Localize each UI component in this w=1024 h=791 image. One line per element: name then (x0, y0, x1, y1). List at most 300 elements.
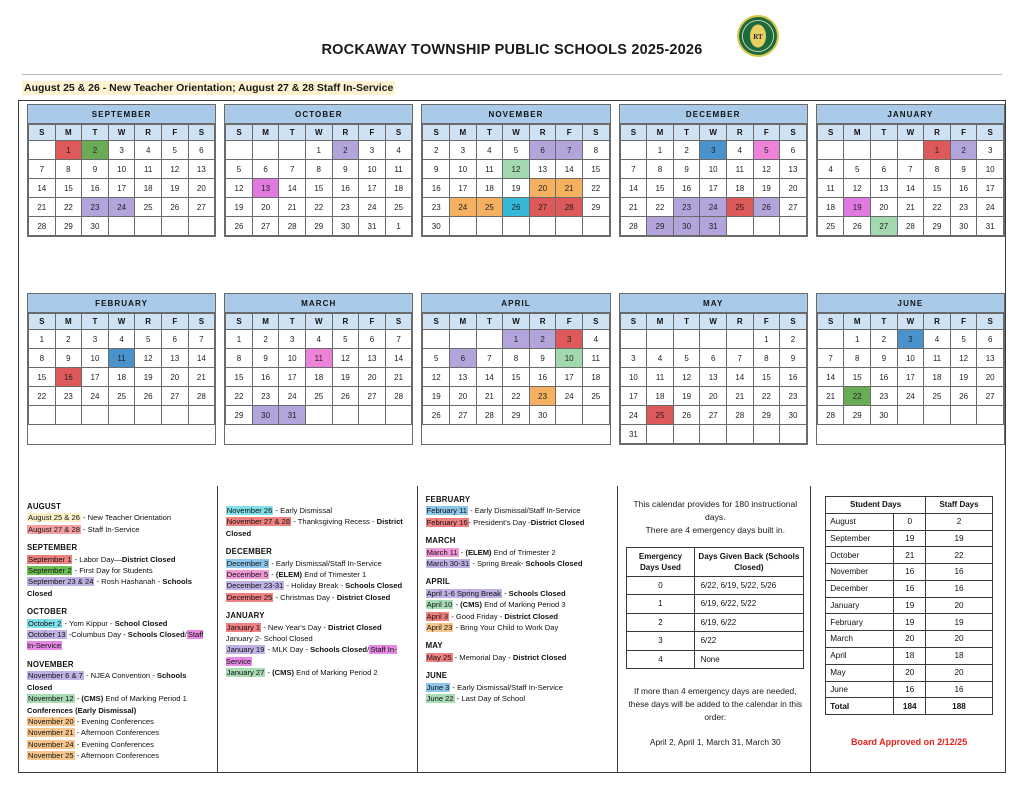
day-cell[interactable]: 18 (476, 179, 503, 198)
day-cell[interactable]: 27 (188, 198, 215, 217)
day-cell[interactable]: 8 (753, 349, 780, 368)
day-cell[interactable]: 23 (423, 198, 450, 217)
day-cell[interactable]: 24 (556, 387, 583, 406)
day-cell[interactable]: 30 (780, 406, 807, 425)
day-cell[interactable]: 21 (817, 387, 844, 406)
day-cell[interactable]: 28 (817, 406, 844, 425)
day-cell[interactable]: 4 (817, 160, 844, 179)
day-cell[interactable]: 26 (753, 198, 780, 217)
day-cell[interactable]: 14 (897, 179, 924, 198)
day-cell[interactable]: 14 (620, 179, 647, 198)
day-cell[interactable]: 10 (556, 349, 583, 368)
day-cell[interactable]: 17 (359, 179, 386, 198)
day-cell[interactable]: 23 (252, 387, 279, 406)
day-cell[interactable]: 16 (673, 179, 700, 198)
day-cell[interactable]: 3 (279, 330, 306, 349)
day-cell[interactable]: 27 (529, 198, 556, 217)
day-cell[interactable]: 8 (305, 160, 332, 179)
day-cell[interactable]: 28 (29, 217, 56, 236)
day-cell[interactable]: 3 (82, 330, 109, 349)
day-cell[interactable]: 28 (279, 217, 306, 236)
day-cell[interactable]: 8 (844, 349, 871, 368)
day-cell[interactable]: 12 (950, 349, 977, 368)
day-cell[interactable]: 10 (897, 349, 924, 368)
day-cell[interactable]: 22 (305, 198, 332, 217)
day-cell[interactable]: 2 (529, 330, 556, 349)
day-cell[interactable]: 21 (476, 387, 503, 406)
day-cell[interactable]: 19 (950, 368, 977, 387)
day-cell[interactable]: 18 (135, 179, 162, 198)
day-cell[interactable]: 18 (924, 368, 951, 387)
day-cell[interactable]: 9 (332, 160, 359, 179)
day-cell[interactable]: 8 (55, 160, 82, 179)
day-cell[interactable]: 15 (582, 160, 609, 179)
day-cell[interactable]: 4 (726, 141, 753, 160)
day-cell[interactable]: 15 (503, 368, 530, 387)
day-cell[interactable]: 30 (82, 217, 109, 236)
day-cell[interactable]: 31 (700, 217, 727, 236)
day-cell[interactable]: 1 (503, 330, 530, 349)
day-cell[interactable]: 19 (226, 198, 253, 217)
day-cell[interactable]: 5 (423, 349, 450, 368)
day-cell[interactable]: 15 (647, 179, 674, 198)
day-cell[interactable]: 14 (188, 349, 215, 368)
day-cell[interactable]: 12 (503, 160, 530, 179)
day-cell[interactable]: 15 (55, 179, 82, 198)
day-cell[interactable]: 22 (55, 198, 82, 217)
day-cell[interactable]: 4 (385, 141, 412, 160)
day-cell[interactable]: 29 (582, 198, 609, 217)
day-cell[interactable]: 17 (279, 368, 306, 387)
day-cell[interactable]: 13 (871, 179, 898, 198)
day-cell[interactable]: 7 (726, 349, 753, 368)
day-cell[interactable]: 12 (673, 368, 700, 387)
day-cell[interactable]: 24 (620, 406, 647, 425)
day-cell[interactable]: 7 (897, 160, 924, 179)
day-cell[interactable]: 27 (359, 387, 386, 406)
day-cell[interactable]: 7 (385, 330, 412, 349)
day-cell[interactable]: 23 (871, 387, 898, 406)
day-cell[interactable]: 1 (924, 141, 951, 160)
day-cell[interactable]: 8 (647, 160, 674, 179)
day-cell[interactable]: 3 (897, 330, 924, 349)
day-cell[interactable]: 5 (503, 141, 530, 160)
day-cell[interactable]: 2 (82, 141, 109, 160)
day-cell[interactable]: 22 (226, 387, 253, 406)
day-cell[interactable]: 20 (700, 387, 727, 406)
day-cell[interactable]: 1 (753, 330, 780, 349)
day-cell[interactable]: 26 (950, 387, 977, 406)
day-cell[interactable]: 29 (55, 217, 82, 236)
day-cell[interactable]: 27 (450, 406, 477, 425)
day-cell[interactable]: 9 (252, 349, 279, 368)
day-cell[interactable]: 9 (871, 349, 898, 368)
day-cell[interactable]: 18 (726, 179, 753, 198)
day-cell[interactable]: 20 (161, 368, 188, 387)
day-cell[interactable]: 23 (55, 387, 82, 406)
day-cell[interactable]: 19 (161, 179, 188, 198)
day-cell[interactable]: 1 (844, 330, 871, 349)
day-cell[interactable]: 7 (188, 330, 215, 349)
day-cell[interactable]: 16 (529, 368, 556, 387)
day-cell[interactable]: 12 (844, 179, 871, 198)
day-cell[interactable]: 17 (897, 368, 924, 387)
day-cell[interactable]: 16 (252, 368, 279, 387)
day-cell[interactable]: 2 (673, 141, 700, 160)
day-cell[interactable]: 9 (55, 349, 82, 368)
day-cell[interactable]: 12 (332, 349, 359, 368)
day-cell[interactable]: 28 (385, 387, 412, 406)
day-cell[interactable]: 2 (780, 330, 807, 349)
day-cell[interactable]: 1 (647, 141, 674, 160)
day-cell[interactable]: 11 (385, 160, 412, 179)
day-cell[interactable]: 29 (647, 217, 674, 236)
day-cell[interactable]: 26 (161, 198, 188, 217)
day-cell[interactable]: 4 (135, 141, 162, 160)
day-cell[interactable]: 19 (673, 387, 700, 406)
day-cell[interactable]: 8 (582, 141, 609, 160)
day-cell[interactable]: 13 (252, 179, 279, 198)
day-cell[interactable]: 30 (332, 217, 359, 236)
day-cell[interactable]: 3 (450, 141, 477, 160)
day-cell[interactable]: 6 (977, 330, 1004, 349)
day-cell[interactable]: 1 (55, 141, 82, 160)
day-cell[interactable]: 6 (359, 330, 386, 349)
day-cell[interactable]: 13 (780, 160, 807, 179)
day-cell[interactable]: 27 (252, 217, 279, 236)
day-cell[interactable]: 23 (529, 387, 556, 406)
day-cell[interactable]: 3 (108, 141, 135, 160)
day-cell[interactable]: 26 (423, 406, 450, 425)
day-cell[interactable]: 20 (359, 368, 386, 387)
day-cell[interactable]: 30 (673, 217, 700, 236)
day-cell[interactable]: 22 (582, 179, 609, 198)
day-cell[interactable]: 13 (188, 160, 215, 179)
day-cell[interactable]: 26 (673, 406, 700, 425)
day-cell[interactable]: 31 (279, 406, 306, 425)
day-cell[interactable]: 16 (871, 368, 898, 387)
day-cell[interactable]: 15 (924, 179, 951, 198)
day-cell[interactable]: 29 (226, 406, 253, 425)
day-cell[interactable]: 18 (582, 368, 609, 387)
day-cell[interactable]: 29 (753, 406, 780, 425)
day-cell[interactable]: 11 (108, 349, 135, 368)
day-cell[interactable]: 17 (977, 179, 1004, 198)
day-cell[interactable]: 17 (556, 368, 583, 387)
day-cell[interactable]: 10 (359, 160, 386, 179)
day-cell[interactable]: 28 (476, 406, 503, 425)
day-cell[interactable]: 22 (29, 387, 56, 406)
day-cell[interactable]: 22 (647, 198, 674, 217)
day-cell[interactable]: 7 (29, 160, 56, 179)
day-cell[interactable]: 20 (529, 179, 556, 198)
day-cell[interactable]: 18 (647, 387, 674, 406)
day-cell[interactable]: 14 (556, 160, 583, 179)
day-cell[interactable]: 25 (582, 387, 609, 406)
day-cell[interactable]: 27 (871, 217, 898, 236)
day-cell[interactable]: 6 (188, 141, 215, 160)
day-cell[interactable]: 24 (279, 387, 306, 406)
day-cell[interactable]: 6 (529, 141, 556, 160)
day-cell[interactable]: 29 (305, 217, 332, 236)
day-cell[interactable]: 19 (844, 198, 871, 217)
day-cell[interactable]: 24 (450, 198, 477, 217)
day-cell[interactable]: 20 (977, 368, 1004, 387)
day-cell[interactable]: 29 (844, 406, 871, 425)
day-cell[interactable]: 22 (753, 387, 780, 406)
day-cell[interactable]: 11 (726, 160, 753, 179)
day-cell[interactable]: 10 (279, 349, 306, 368)
day-cell[interactable]: 16 (423, 179, 450, 198)
day-cell[interactable]: 3 (620, 349, 647, 368)
day-cell[interactable]: 20 (871, 198, 898, 217)
day-cell[interactable]: 13 (700, 368, 727, 387)
day-cell[interactable]: 3 (556, 330, 583, 349)
day-cell[interactable]: 22 (844, 387, 871, 406)
day-cell[interactable]: 9 (423, 160, 450, 179)
day-cell[interactable]: 2 (423, 141, 450, 160)
day-cell[interactable]: 2 (55, 330, 82, 349)
day-cell[interactable]: 9 (780, 349, 807, 368)
day-cell[interactable]: 23 (332, 198, 359, 217)
day-cell[interactable]: 7 (476, 349, 503, 368)
day-cell[interactable]: 12 (161, 160, 188, 179)
day-cell[interactable]: 8 (924, 160, 951, 179)
day-cell[interactable]: 10 (620, 368, 647, 387)
day-cell[interactable]: 27 (977, 387, 1004, 406)
day-cell[interactable]: 26 (135, 387, 162, 406)
day-cell[interactable]: 9 (529, 349, 556, 368)
day-cell[interactable]: 4 (582, 330, 609, 349)
day-cell[interactable]: 20 (188, 179, 215, 198)
day-cell[interactable]: 13 (529, 160, 556, 179)
day-cell[interactable]: 2 (871, 330, 898, 349)
day-cell[interactable]: 8 (226, 349, 253, 368)
day-cell[interactable]: 1 (226, 330, 253, 349)
day-cell[interactable]: 25 (476, 198, 503, 217)
day-cell[interactable]: 17 (450, 179, 477, 198)
day-cell[interactable]: 6 (700, 349, 727, 368)
day-cell[interactable]: 25 (305, 387, 332, 406)
day-cell[interactable]: 21 (620, 198, 647, 217)
day-cell[interactable]: 30 (252, 406, 279, 425)
day-cell[interactable]: 4 (647, 349, 674, 368)
day-cell[interactable]: 25 (647, 406, 674, 425)
day-cell[interactable]: 11 (924, 349, 951, 368)
day-cell[interactable]: 3 (359, 141, 386, 160)
day-cell[interactable]: 25 (726, 198, 753, 217)
day-cell[interactable]: 1 (385, 217, 412, 236)
day-cell[interactable]: 23 (673, 198, 700, 217)
day-cell[interactable]: 5 (135, 330, 162, 349)
day-cell[interactable]: 5 (332, 330, 359, 349)
day-cell[interactable]: 16 (780, 368, 807, 387)
day-cell[interactable]: 20 (450, 387, 477, 406)
day-cell[interactable]: 26 (226, 217, 253, 236)
day-cell[interactable]: 16 (950, 179, 977, 198)
day-cell[interactable]: 25 (924, 387, 951, 406)
day-cell[interactable]: 12 (423, 368, 450, 387)
day-cell[interactable]: 30 (423, 217, 450, 236)
day-cell[interactable]: 24 (700, 198, 727, 217)
day-cell[interactable]: 11 (305, 349, 332, 368)
day-cell[interactable]: 24 (897, 387, 924, 406)
day-cell[interactable]: 11 (817, 179, 844, 198)
day-cell[interactable]: 23 (950, 198, 977, 217)
day-cell[interactable]: 30 (950, 217, 977, 236)
day-cell[interactable]: 15 (844, 368, 871, 387)
day-cell[interactable]: 7 (556, 141, 583, 160)
day-cell[interactable]: 16 (55, 368, 82, 387)
day-cell[interactable]: 4 (476, 141, 503, 160)
day-cell[interactable]: 24 (977, 198, 1004, 217)
day-cell[interactable]: 26 (844, 217, 871, 236)
day-cell[interactable]: 27 (161, 387, 188, 406)
day-cell[interactable]: 14 (385, 349, 412, 368)
day-cell[interactable]: 6 (252, 160, 279, 179)
day-cell[interactable]: 22 (503, 387, 530, 406)
day-cell[interactable]: 19 (135, 368, 162, 387)
day-cell[interactable]: 11 (476, 160, 503, 179)
day-cell[interactable]: 2 (332, 141, 359, 160)
day-cell[interactable]: 13 (977, 349, 1004, 368)
day-cell[interactable]: 14 (726, 368, 753, 387)
day-cell[interactable]: 10 (450, 160, 477, 179)
day-cell[interactable]: 28 (726, 406, 753, 425)
day-cell[interactable]: 2 (950, 141, 977, 160)
day-cell[interactable]: 1 (305, 141, 332, 160)
day-cell[interactable]: 17 (700, 179, 727, 198)
day-cell[interactable]: 21 (29, 198, 56, 217)
day-cell[interactable]: 9 (950, 160, 977, 179)
day-cell[interactable]: 18 (385, 179, 412, 198)
day-cell[interactable]: 19 (503, 179, 530, 198)
day-cell[interactable]: 20 (780, 179, 807, 198)
day-cell[interactable]: 19 (753, 179, 780, 198)
day-cell[interactable]: 24 (108, 198, 135, 217)
day-cell[interactable]: 5 (673, 349, 700, 368)
day-cell[interactable]: 13 (450, 368, 477, 387)
day-cell[interactable]: 29 (924, 217, 951, 236)
day-cell[interactable]: 21 (726, 387, 753, 406)
day-cell[interactable]: 6 (450, 349, 477, 368)
day-cell[interactable]: 30 (529, 406, 556, 425)
day-cell[interactable]: 19 (423, 387, 450, 406)
day-cell[interactable]: 4 (924, 330, 951, 349)
day-cell[interactable]: 25 (385, 198, 412, 217)
day-cell[interactable]: 1 (29, 330, 56, 349)
day-cell[interactable]: 9 (673, 160, 700, 179)
day-cell[interactable]: 14 (817, 368, 844, 387)
day-cell[interactable]: 7 (279, 160, 306, 179)
day-cell[interactable]: 28 (556, 198, 583, 217)
day-cell[interactable]: 11 (582, 349, 609, 368)
day-cell[interactable]: 21 (188, 368, 215, 387)
day-cell[interactable]: 21 (897, 198, 924, 217)
day-cell[interactable]: 17 (82, 368, 109, 387)
day-cell[interactable]: 13 (359, 349, 386, 368)
day-cell[interactable]: 21 (279, 198, 306, 217)
day-cell[interactable]: 28 (188, 387, 215, 406)
day-cell[interactable]: 5 (844, 160, 871, 179)
day-cell[interactable]: 11 (647, 368, 674, 387)
day-cell[interactable]: 18 (817, 198, 844, 217)
day-cell[interactable]: 26 (503, 198, 530, 217)
day-cell[interactable]: 29 (503, 406, 530, 425)
day-cell[interactable]: 5 (753, 141, 780, 160)
day-cell[interactable]: 10 (700, 160, 727, 179)
day-cell[interactable]: 5 (161, 141, 188, 160)
day-cell[interactable]: 25 (135, 198, 162, 217)
day-cell[interactable]: 25 (817, 217, 844, 236)
day-cell[interactable]: 26 (332, 387, 359, 406)
day-cell[interactable]: 7 (620, 160, 647, 179)
day-cell[interactable]: 7 (817, 349, 844, 368)
day-cell[interactable]: 6 (780, 141, 807, 160)
day-cell[interactable]: 14 (476, 368, 503, 387)
day-cell[interactable]: 4 (305, 330, 332, 349)
day-cell[interactable]: 16 (82, 179, 109, 198)
day-cell[interactable]: 23 (82, 198, 109, 217)
day-cell[interactable]: 21 (385, 368, 412, 387)
day-cell[interactable]: 3 (700, 141, 727, 160)
day-cell[interactable]: 8 (503, 349, 530, 368)
day-cell[interactable]: 17 (108, 179, 135, 198)
day-cell[interactable]: 10 (108, 160, 135, 179)
day-cell[interactable]: 22 (924, 198, 951, 217)
day-cell[interactable]: 15 (29, 368, 56, 387)
day-cell[interactable]: 14 (29, 179, 56, 198)
day-cell[interactable]: 5 (226, 160, 253, 179)
day-cell[interactable]: 24 (359, 198, 386, 217)
day-cell[interactable]: 15 (753, 368, 780, 387)
day-cell[interactable]: 13 (161, 349, 188, 368)
day-cell[interactable]: 10 (977, 160, 1004, 179)
day-cell[interactable]: 4 (108, 330, 135, 349)
day-cell[interactable]: 10 (82, 349, 109, 368)
day-cell[interactable]: 31 (977, 217, 1004, 236)
day-cell[interactable]: 16 (332, 179, 359, 198)
day-cell[interactable]: 20 (252, 198, 279, 217)
day-cell[interactable]: 27 (780, 198, 807, 217)
day-cell[interactable]: 21 (556, 179, 583, 198)
day-cell[interactable]: 31 (359, 217, 386, 236)
day-cell[interactable]: 3 (977, 141, 1004, 160)
day-cell[interactable]: 2 (252, 330, 279, 349)
day-cell[interactable]: 28 (620, 217, 647, 236)
day-cell[interactable]: 28 (897, 217, 924, 236)
day-cell[interactable]: 15 (226, 368, 253, 387)
day-cell[interactable]: 12 (135, 349, 162, 368)
day-cell[interactable]: 8 (29, 349, 56, 368)
day-cell[interactable]: 23 (780, 387, 807, 406)
day-cell[interactable]: 19 (332, 368, 359, 387)
day-cell[interactable]: 18 (108, 368, 135, 387)
day-cell[interactable]: 17 (620, 387, 647, 406)
day-cell[interactable]: 18 (305, 368, 332, 387)
day-cell[interactable]: 5 (950, 330, 977, 349)
day-cell[interactable]: 12 (226, 179, 253, 198)
day-cell[interactable]: 31 (620, 425, 647, 444)
day-cell[interactable]: 9 (82, 160, 109, 179)
day-cell[interactable]: 30 (871, 406, 898, 425)
day-cell[interactable]: 12 (753, 160, 780, 179)
day-cell[interactable]: 27 (700, 406, 727, 425)
day-cell[interactable]: 24 (82, 387, 109, 406)
day-cell[interactable]: 11 (135, 160, 162, 179)
day-cell[interactable]: 15 (305, 179, 332, 198)
day-cell[interactable]: 25 (108, 387, 135, 406)
